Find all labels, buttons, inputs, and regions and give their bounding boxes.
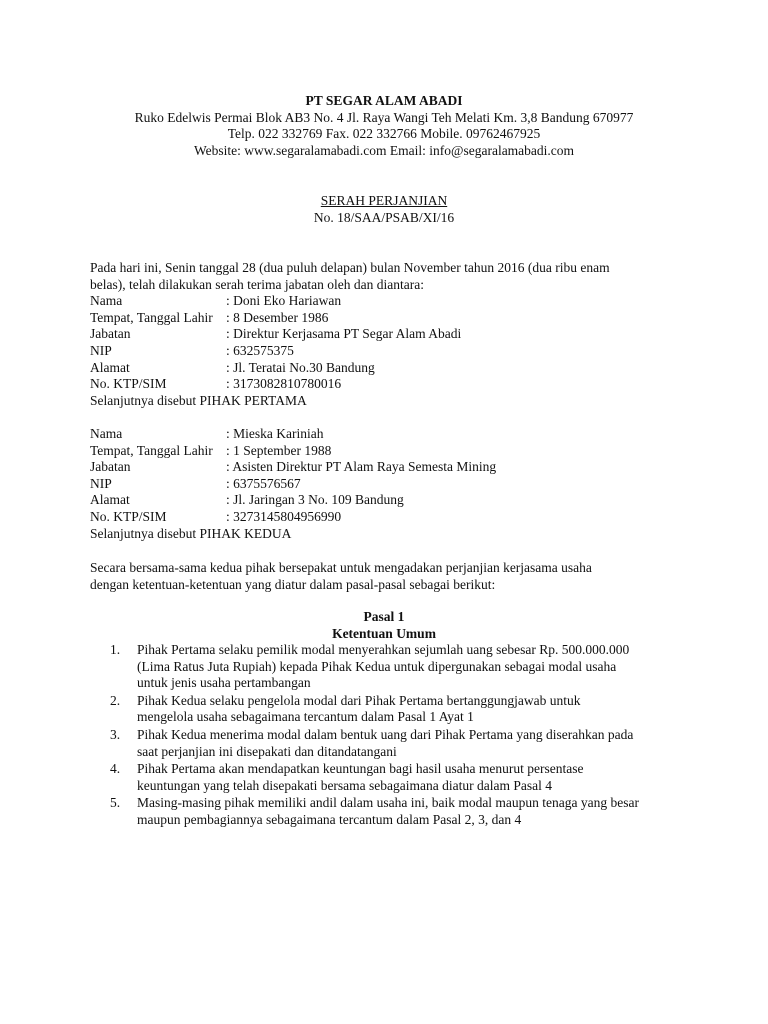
field-label: NIP — [90, 342, 112, 358]
item-line: Pihak Kedua selaku pengelola modal dari Pihak Pertama bertanggungjawab untuk — [137, 692, 581, 708]
field-label: Alamat — [90, 359, 130, 375]
list-item — [110, 693, 710, 726]
item-line: mengelola usaha sebagaimana tercantum dalam Pasal 1 Ayat 1 — [137, 709, 474, 725]
item-number: 5. — [110, 795, 121, 811]
item-line: Pihak Pertama selaku pemilik modal menyerahkan sejumlah uang sebesar Rp. 500.000.000 — [137, 642, 630, 657]
field-value: : 3273145804956990 — [226, 508, 342, 524]
item-line: Pihak Kedua menerima modal dalam bentuk uang dari Pihak Pertama yang diserahkan pada — [137, 726, 634, 742]
party-two-row — [90, 492, 690, 509]
party-two-row — [90, 509, 690, 526]
list-item — [110, 795, 710, 828]
field-label: Jabatan — [90, 459, 131, 475]
item-line: (Lima Ratus Juta Rupiah) kepada Pihak Kedua untuk dipergunakan sebagai modal usaha — [137, 658, 617, 674]
list-item — [110, 642, 710, 692]
company-address: Ruko Edelwis Permai Blok AB3 No. 4 Jl. Raya Wangi Teh Melati Km. 3,8 Bandung 670977 — [134, 109, 634, 125]
document-title: SERAH PERJANJIAN — [320, 193, 448, 208]
field-label: NIP — [90, 475, 112, 491]
field-label: Tempat, Tanggal Lahir — [90, 442, 213, 458]
company-website: Website: www.segaralamabadi.com Email: info@segaralamabadi.com — [193, 142, 575, 158]
field-value: : Doni Eko Hariawan — [226, 293, 342, 309]
item-line: saat perjanjian ini disepakati dan ditandatangani — [137, 743, 397, 759]
letterhead — [0, 93, 768, 159]
party-two-row — [90, 426, 690, 443]
item-number: 1. — [110, 642, 121, 657]
agreement-line: Secara bersama-sama kedua pihak bersepakat untuk mengadakan perjanjian kerjasama usaha — [90, 560, 592, 575]
document-title-block — [0, 193, 768, 226]
list-item — [110, 761, 710, 794]
list-item — [110, 727, 710, 760]
field-label: Jabatan — [90, 326, 131, 342]
item-number: 3. — [110, 726, 121, 742]
field-label: Nama — [90, 426, 123, 441]
party-one-row — [90, 310, 690, 327]
party-one-row — [90, 326, 690, 343]
field-label: No. KTP/SIM — [90, 508, 167, 524]
field-value: : 1 September 1988 — [226, 442, 332, 458]
field-value: : Mieska Kariniah — [226, 426, 324, 441]
party-two-row — [90, 476, 690, 493]
item-line: maupun pembagiannya sebagaimana tercantum dalam Pasal 2, 3, dan 4 — [137, 811, 522, 827]
agreement-line: dengan ketentuan-ketentuan yang diatur dalam pasal-pasal sebagai berikut: — [90, 576, 496, 592]
field-label: Alamat — [90, 492, 130, 508]
intro-section — [90, 260, 690, 409]
party-one-row — [90, 360, 690, 377]
item-line: Masing-masing pihak memiliki andil dalam usaha ini, baik modal maupun tenaga yang besar — [137, 795, 640, 811]
agreement-paragraph — [90, 560, 690, 593]
party-two-closing: Selanjutnya disebut PIHAK KEDUA — [90, 525, 292, 541]
field-value: : 632575375 — [226, 342, 294, 358]
field-value: : Jl. Teratai No.30 Bandung — [226, 359, 375, 375]
intro-line: belas), telah dilakukan serah terima jabatan oleh dan diantara: — [90, 276, 424, 292]
pasal-title: Pasal 1 — [363, 609, 405, 624]
party-one-closing: Selanjutnya disebut PIHAK PERTAMA — [90, 392, 307, 408]
item-number: 2. — [110, 692, 121, 708]
field-value: : Direktur Kerjasama PT Segar Alam Abadi — [226, 326, 462, 342]
pasal-subtitle: Ketentuan Umum — [332, 625, 436, 641]
party-two-details — [90, 426, 690, 542]
company-name: PT SEGAR ALAM ABADI — [305, 93, 463, 108]
field-value: : Asisten Direktur PT Alam Raya Semesta Mining — [226, 459, 497, 475]
document-number: No. 18/SAA/PSAB/XI/16 — [313, 209, 455, 225]
item-number: 4. — [110, 761, 121, 777]
field-value: : 3173082810780016 — [226, 376, 342, 392]
item-line: untuk jenis usaha pertambangan — [137, 675, 311, 691]
field-value: : Jl. Jaringan 3 No. 109 Bandung — [226, 492, 404, 508]
field-value: : 6375576567 — [226, 475, 301, 491]
party-two-row — [90, 459, 690, 476]
party-one-row — [90, 376, 690, 393]
company-phone: Telp. 022 332769 Fax. 022 332766 Mobile. 09762467925 — [227, 126, 541, 142]
party-one-row — [90, 343, 690, 360]
field-label: Nama — [90, 293, 123, 309]
pasal-heading — [0, 609, 768, 642]
intro-line: Pada hari ini, Senin tanggal 28 (dua puluh delapan) bulan November tahun 2016 (dua ribu enam — [90, 260, 610, 275]
party-one-details — [90, 293, 690, 409]
pasal-items — [110, 642, 710, 830]
party-two-row — [90, 443, 690, 460]
field-label: No. KTP/SIM — [90, 376, 167, 392]
field-label: Tempat, Tanggal Lahir — [90, 309, 213, 325]
field-value: : 8 Desember 1986 — [226, 309, 329, 325]
item-line: keuntungan yang telah disepakati bersama sebagaimana diatur dalam Pasal 4 — [137, 777, 552, 793]
party-one-row — [90, 293, 690, 310]
item-line: Pihak Pertama akan mendapatkan keuntungan bagi hasil usaha menurut persentase — [137, 761, 584, 777]
